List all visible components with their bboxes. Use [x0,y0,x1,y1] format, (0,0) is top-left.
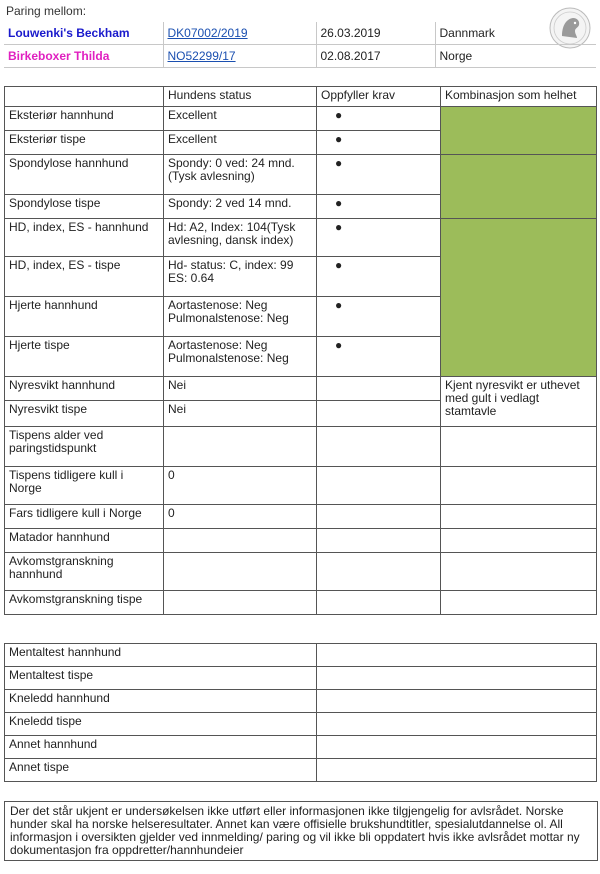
row-label: HD, index, ES - tispe [5,257,164,297]
table-row [5,155,597,195]
row-status: Hd- status: C, index: 99 ES: 0.64 [164,257,317,297]
table-row [5,529,597,553]
row-status: Hd: A2, Index: 104(Tysk avlesning, dansk index) [164,219,317,257]
row-label: Hjerte tispe [5,337,164,377]
combination-cell [441,427,597,467]
row-label: HD, index, ES - hannhund [5,219,164,257]
table-row [5,219,597,257]
health-header-row [5,87,597,107]
requirement-met-icon: ● [317,219,441,257]
requirement-met-icon: ● [317,131,441,155]
table-row [5,505,597,529]
row-requirement [317,553,441,591]
pair-table [4,22,596,68]
row-status [164,591,317,615]
requirement-met-icon: ● [317,107,441,131]
requirement-met-icon: ● [317,297,441,337]
row-label: Matador hannhund [5,529,164,553]
table-row [5,736,597,759]
row-label: Spondylose tispe [5,195,164,219]
row-requirement [317,529,441,553]
female-name: Birkeboxer Thilda [4,45,163,68]
row-status: 0 [164,505,317,529]
row-requirement [317,427,441,467]
row-label: Annet hannhund [5,736,317,759]
row-status: Nei [164,377,317,401]
row-label: Nyresvikt hannhund [5,377,164,401]
header-empty [5,87,164,107]
table-row [5,644,597,667]
row-status: Excellent [164,107,317,131]
table-row [5,107,597,131]
combination-ok-cell [441,155,597,219]
row-label: Spondylose hannhund [5,155,164,195]
row-label: Nyresvikt tispe [5,401,164,427]
combination-cell [441,505,597,529]
row-status [164,427,317,467]
row-label: Eksteriør hannhund [5,107,164,131]
combination-cell [441,591,597,615]
row-requirement [317,467,441,505]
requirement-met-icon: ● [317,155,441,195]
row-value [317,759,597,782]
header-status: Hundens status [164,87,317,107]
table-row [5,427,597,467]
row-label: Kneledd tispe [5,713,317,736]
other-tests-table [4,643,597,782]
table-row [5,667,597,690]
female-country: Norge [435,45,596,68]
female-registration-link[interactable]: NO52299/17 [167,48,236,63]
table-row [5,591,597,615]
table-row [5,759,597,782]
row-status [164,553,317,591]
row-requirement [317,505,441,529]
combination-cell [441,467,597,505]
row-requirement [317,401,441,427]
row-status: Spondy: 0 ved: 24 mnd. (Tysk avlesning) [164,155,317,195]
header-requirements: Oppfyller krav [317,87,441,107]
row-label: Tispens tidligere kull i Norge [5,467,164,505]
combination-cell [441,529,597,553]
row-status: Excellent [164,131,317,155]
table-row [5,467,597,505]
kidney-note: Kjent nyresvikt er uthevet med gult i vedlagt stamtavle [441,377,597,427]
table-row [5,553,597,591]
row-status: Aortastenose: Neg Pulmonalstenose: Neg [164,297,317,337]
row-label: Avkomstgranskning hannhund [5,553,164,591]
row-status: Aortastenose: Neg Pulmonalstenose: Neg [164,337,317,377]
row-requirement [317,377,441,401]
footnote: Der det står ukjent er undersøkelsen ikke utført eller informasjonen ikke tilgjengelig for avlsrådet. Norske hunder skal ha norske helseresultater. Annet kan være offisielle brukshundtitler, spesialutdannelse ol. All informasjon i oversikten gjelder ved innmelding/ paring og vil ikke bli oppdatert hvis ikke avlsrådet mottar ny dokumentasjon fra oppdretter/hannhundeier [4,801,598,861]
row-label: Mentaltest tispe [5,667,317,690]
health-table [4,86,597,615]
row-label: Annet tispe [5,759,317,782]
pair-row-female [4,45,596,68]
requirement-met-icon: ● [317,195,441,219]
row-requirement [317,591,441,615]
female-birth-date: 02.08.2017 [316,45,435,68]
row-label: Hjerte hannhund [5,297,164,337]
requirement-met-icon: ● [317,257,441,297]
combination-ok-cell [441,219,597,377]
row-status: 0 [164,467,317,505]
row-label: Mentaltest hannhund [5,644,317,667]
row-label: Tispens alder ved paringstidspunkt [5,427,164,467]
requirement-met-icon: ● [317,337,441,377]
row-value [317,690,597,713]
row-status: Nei [164,401,317,427]
pair-row-male [4,22,596,45]
row-status: Spondy: 2 ved 14 mnd. [164,195,317,219]
table-row [5,690,597,713]
header-combination: Kombinasjon som helhet [441,87,597,107]
document-title: Paring mellom: [6,4,87,18]
row-value [317,644,597,667]
row-label: Kneledd hannhund [5,690,317,713]
combination-cell [441,553,597,591]
row-label: Fars tidligere kull i Norge [5,505,164,529]
male-registration-link[interactable]: DK07002/2019 [167,25,248,40]
male-birth-date: 26.03.2019 [316,22,435,45]
male-country: Dannmark [435,22,596,45]
row-value [317,736,597,759]
row-label: Avkomstgranskning tispe [5,591,164,615]
row-status [164,529,317,553]
table-row [5,377,597,401]
row-value [317,667,597,690]
table-row [5,713,597,736]
male-name: Louwenki's Beckham [4,22,163,45]
combination-ok-cell [441,107,597,155]
row-label: Eksteriør tispe [5,131,164,155]
row-value [317,713,597,736]
